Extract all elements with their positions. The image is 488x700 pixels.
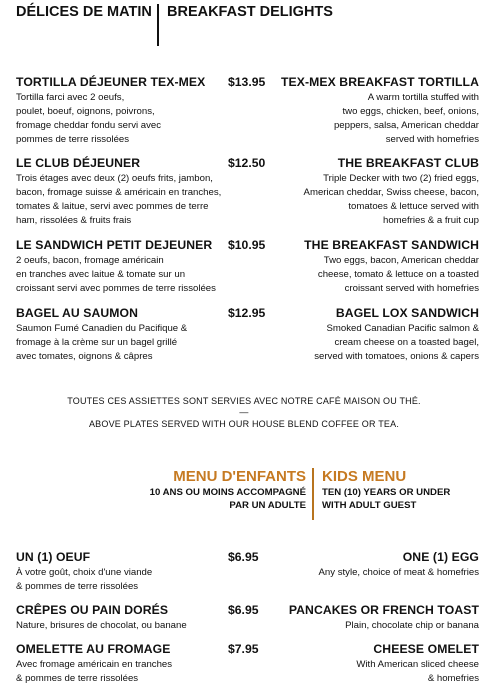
kids-header-divider	[312, 468, 314, 520]
item-title: PANCAKES OR FRENCH TOAST	[288, 603, 479, 617]
item-title: OMELETTE AU FROMAGE	[16, 642, 171, 656]
item-title: LE SANDWICH PETIT DEJEUNER	[16, 238, 213, 252]
item-title: THE BREAKFAST CLUB	[337, 156, 479, 170]
kids-item-en	[279, 641, 479, 686]
item-description: With American sliced cheese & homefries	[356, 659, 479, 684]
item-description: 2 oeufs, bacon, fromage américain en tranches avec laitue & tomate sur un croissant servi avec pommes de terre rissolées	[16, 255, 216, 294]
item-title: TORTILLA DÉJEUNER TEX-MEX	[16, 75, 206, 89]
item-description: Avec fromage américain en tranches & pommes de terre rissolées	[16, 659, 173, 684]
kids-subtitle-french: 10 ANS OU MOINS ACCOMPAGNÉ PAR UN ADULTE	[149, 487, 306, 511]
item-description: Plain, chocolate chip or banana	[345, 620, 479, 631]
kids-item-fr	[16, 602, 238, 633]
item-title: UN (1) OEUF	[16, 550, 91, 564]
kids-subtitle-english: TEN (10) YEARS OR UNDER WITH ADULT GUEST	[322, 487, 451, 511]
header-divider	[157, 4, 159, 46]
kids-title-english: KIDS MENU	[322, 468, 407, 485]
item-title: TEX-MEX BREAKFAST TORTILLA	[280, 75, 479, 89]
kids-header-french	[150, 468, 306, 512]
item-description: Any style, choice of meat & homefries	[318, 567, 479, 578]
item-title: BAGEL LOX SANDWICH	[335, 306, 479, 320]
item-price: $7.95	[228, 642, 259, 656]
item-price: $10.95	[228, 238, 266, 252]
item-description: Triple Decker with two (2) fried eggs, American cheddar, Swiss cheese, bacon, tomatoes & lettuce served with homefries & a fruit cup	[303, 173, 479, 226]
kids-item-fr	[16, 641, 238, 686]
item-title: CRÊPES OU PAIN DORÉS	[16, 603, 169, 617]
item-price: $13.95	[228, 75, 266, 89]
kids-item-en	[279, 549, 479, 580]
title-french: DÉLICES DE MATIN	[16, 4, 152, 20]
item-description: A warm tortilla stuffed with two eggs, chicken, beef, onions, peppers, salsa, American cheddar served with homefries	[333, 92, 479, 145]
breakfast-item-en	[279, 237, 479, 296]
kids-item-fr	[16, 549, 238, 594]
item-description: Smoked Canadian Pacific salmon & cream cheese on a toasted bagel, served with tomatoes, onions & capers	[314, 323, 479, 362]
item-description: Two eggs, bacon, American cheddar cheese, tomato & lettuce on a toasted croissant served with homefries	[317, 255, 479, 294]
breakfast-item-fr	[16, 155, 238, 228]
item-description: Saumon Fumé Canadien du Pacifique & fromage à la crème sur un bagel grillé avec tomates, oignons & câpres	[16, 323, 188, 362]
breakfast-item-en	[279, 305, 479, 364]
item-price: $12.50	[228, 156, 266, 170]
item-description: Tortilla farci avec 2 oeufs, poulet, boeuf, oignons, poivrons, fromage cheddar fondu servi avec pommes de terre rissolées	[16, 92, 162, 145]
kids-item-en	[279, 602, 479, 633]
item-description: Trois étages avec deux (2) oeufs frits, jambon, bacon, fromage suisse & américain en tranches, tomates & laitue, servi avec pommes de terre ham, rissolées & fruits frais	[16, 173, 222, 226]
item-title: BAGEL AU SAUMON	[16, 306, 139, 320]
kids-header-english	[322, 468, 450, 512]
item-description: À votre goût, choix d'une viande & pommes de terre rissolées	[16, 567, 153, 592]
breakfast-item-en	[279, 74, 479, 147]
kids-menu-header	[0, 468, 488, 520]
kids-title-french: MENU D'ENFANTS	[173, 468, 306, 485]
item-title: LE CLUB DÉJEUNER	[16, 156, 141, 170]
item-title: ONE (1) EGG	[402, 550, 479, 564]
breakfast-item-fr	[16, 305, 238, 364]
item-title: THE BREAKFAST SANDWICH	[304, 238, 479, 252]
title-english: BREAKFAST DELIGHTS	[167, 4, 333, 20]
item-description: Nature, brisures de chocolat, ou banane	[16, 620, 187, 631]
item-title: CHEESE OMELET	[373, 642, 479, 656]
note-french: TOUTES CES ASSIETTES SONT SERVIES AVEC NOTRE CAFÉ MAISON OU THÉ.	[67, 396, 421, 406]
item-price: $6.95	[228, 550, 259, 564]
breakfast-item-fr	[16, 237, 238, 296]
note-separator: —	[239, 407, 249, 417]
item-price: $6.95	[228, 603, 259, 617]
breakfast-item-fr	[16, 74, 238, 147]
item-price: $12.95	[228, 306, 266, 320]
breakfast-item-en	[279, 155, 479, 228]
note-english: ABOVE PLATES SERVED WITH OUR HOUSE BLEND COFFEE OR TEA.	[88, 419, 400, 429]
